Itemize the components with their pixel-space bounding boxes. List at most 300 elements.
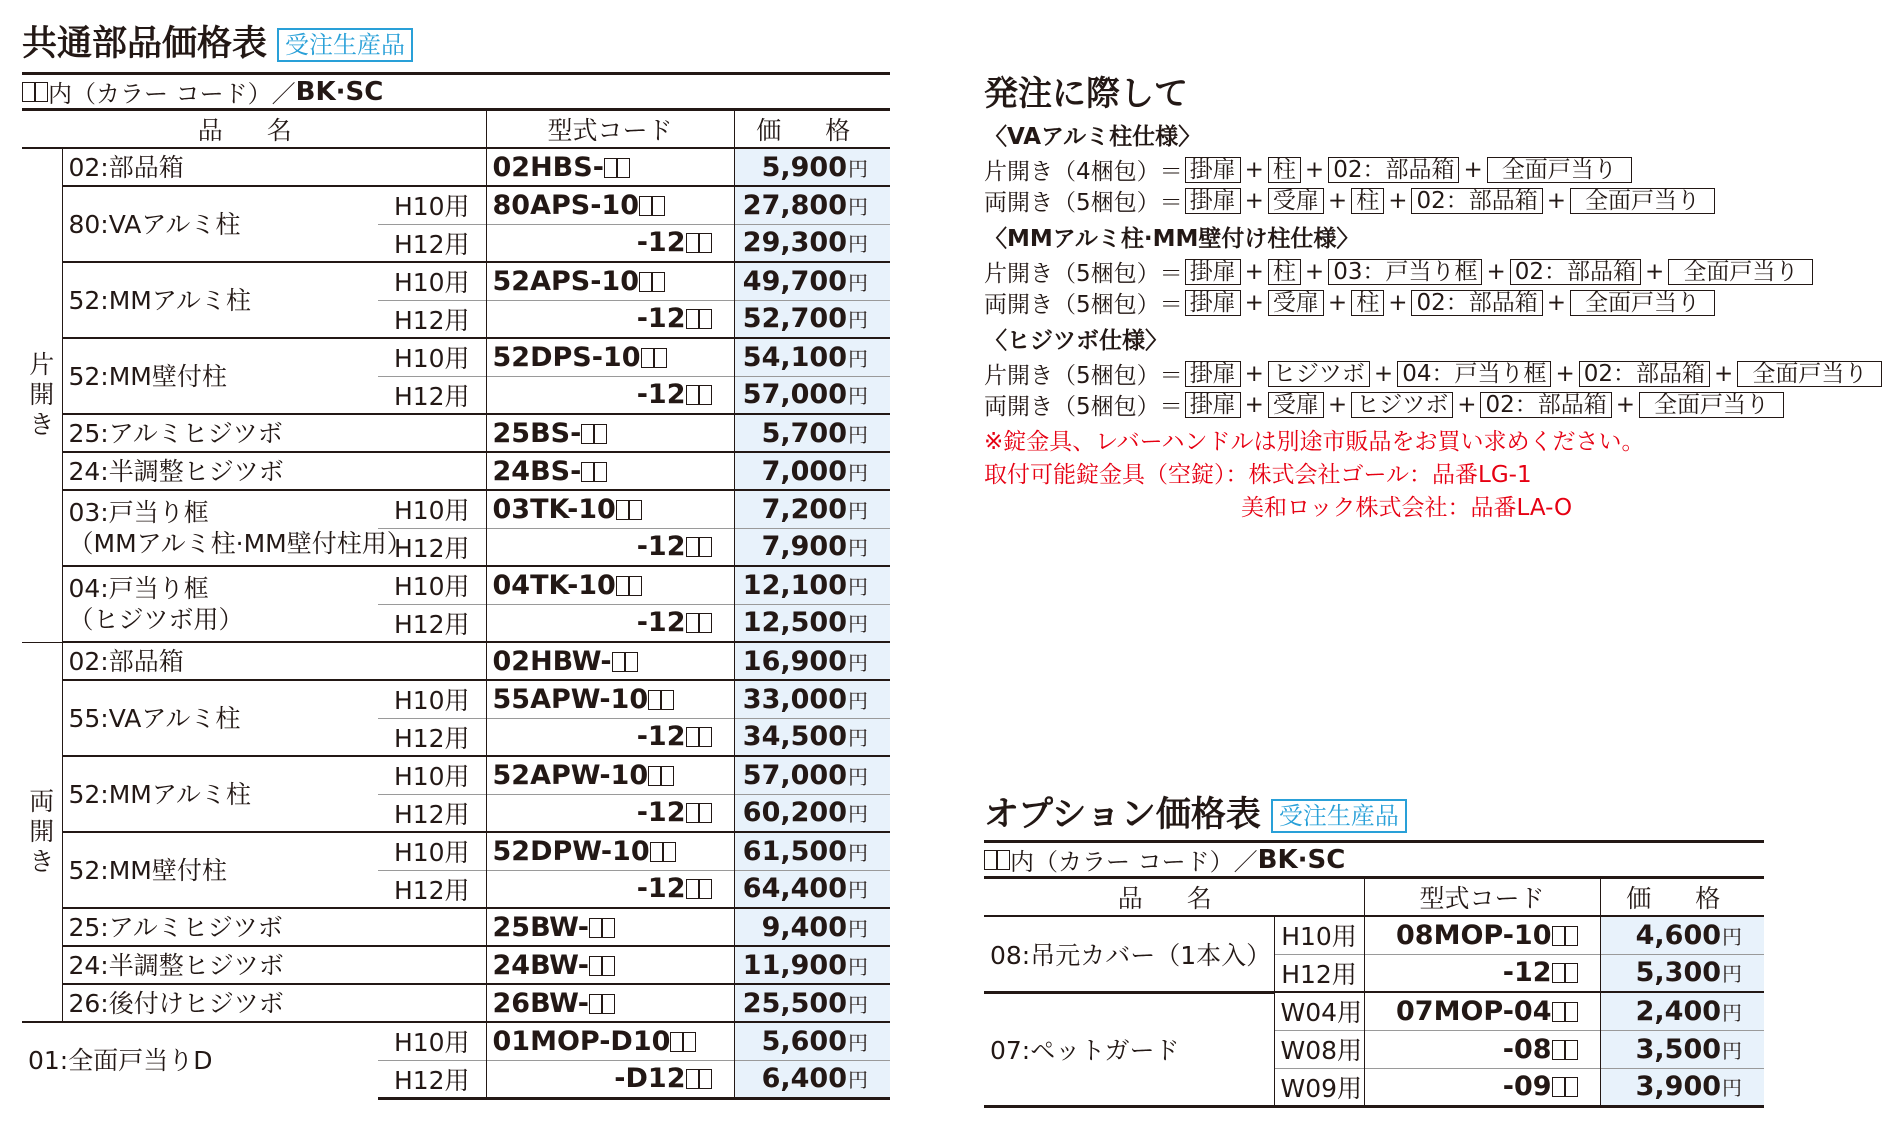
part-name: 80:VAアルミ柱 (68, 209, 241, 239)
color-box-icon (589, 994, 602, 1014)
color-note-code: BK·SC (295, 76, 384, 107)
color-code-note (22, 72, 890, 108)
model-code-cell (486, 414, 734, 452)
color-placeholder (650, 836, 676, 867)
yen-unit: 円 (1722, 924, 1743, 949)
price-cell (734, 870, 890, 908)
color-box-icon (589, 956, 602, 976)
color-box-icon (652, 272, 665, 292)
size-label: H12用 (378, 1060, 486, 1098)
option-name: 07:ペットガード (990, 1036, 1180, 1065)
model-code (493, 303, 728, 334)
price-value: 7,200 (761, 493, 847, 525)
model-code-text: 52DPS-10 (492, 341, 641, 373)
model-code (1371, 957, 1594, 988)
package-line (984, 154, 1804, 185)
package-part-box: 02：部品箱 (1510, 259, 1641, 285)
yen-unit: 円 (848, 1068, 868, 1092)
price-cell (734, 680, 890, 718)
package-part-box: 03：戸当り框 (1328, 259, 1482, 285)
price-cell (1600, 992, 1764, 1030)
part-name: 25:アルミヒジツボ (68, 912, 283, 942)
price-value: 33,000 (742, 683, 847, 715)
package-part-box: 02：部品箱 (1411, 290, 1542, 316)
color-box-icon (1565, 1002, 1578, 1022)
table-row (984, 992, 1764, 1030)
price-cell (734, 946, 890, 984)
size-label: H10用 (378, 186, 486, 224)
option-table (984, 876, 1764, 1108)
model-code-text: 52APS-10 (492, 265, 639, 297)
color-box-icon (699, 879, 712, 899)
model-code (493, 456, 608, 487)
model-code-text: 01MOP-D10 (492, 1025, 671, 1057)
part-name-cell (62, 186, 378, 262)
order-notes-title: 発注に際して (984, 74, 1188, 114)
package-part-box: ヒジツボ (1268, 361, 1370, 387)
color-box-icon (699, 803, 712, 823)
price-cell (734, 414, 890, 452)
model-code-cell (486, 224, 734, 262)
color-box-icon (1552, 1077, 1565, 1097)
yen-unit: 円 (1722, 1076, 1743, 1100)
price-value: 5,700 (761, 417, 847, 449)
price-cell (734, 300, 890, 338)
part-name: 25:アルミヒジツボ (68, 418, 283, 448)
color-placeholder (604, 152, 630, 183)
part-name-cell (62, 642, 486, 680)
price-value: 7,900 (761, 531, 847, 563)
color-placeholder (589, 988, 615, 1019)
color-box-icon (686, 537, 699, 557)
model-code (493, 912, 615, 943)
table-row (22, 832, 890, 870)
order-notes-section (984, 66, 1868, 525)
price-cell (734, 262, 890, 300)
common-parts-table (22, 108, 890, 1100)
plus-sign: + (1304, 258, 1325, 285)
note-compatible-lock: 取付可能錠金具（空錠）：株式会社ゴール：品番LG-1 (984, 462, 1532, 488)
color-box-icon (629, 500, 642, 520)
plus-sign: + (1546, 289, 1567, 316)
color-box-icon (699, 727, 712, 747)
table-row (22, 566, 890, 604)
plus-sign: + (1304, 156, 1325, 183)
model-code-text: 25BS- (492, 417, 582, 449)
color-box-icon (686, 803, 699, 823)
opening-type-label: 両開き (29, 786, 55, 876)
part-name-cell (62, 908, 486, 946)
part-name-cell (62, 262, 378, 338)
plus-sign: + (1244, 258, 1264, 285)
yen-unit: 円 (848, 346, 868, 371)
model-code (493, 227, 728, 258)
price-value: 5,600 (761, 1025, 847, 1057)
color-box-icon (654, 348, 667, 368)
color-box-icon (581, 462, 594, 482)
color-placeholder (686, 607, 712, 638)
model-code (493, 379, 728, 410)
part-name-cell (62, 490, 412, 566)
option-title-text: オプション価格表 (984, 795, 1261, 835)
color-placeholder (1552, 1034, 1578, 1065)
price-cell (734, 148, 890, 186)
model-code-text: 52APW-10 (492, 759, 649, 791)
price-cell (734, 832, 890, 870)
opening-type-label: 片開き (29, 350, 55, 440)
model-code-cell (486, 300, 734, 338)
package-part-box: 02：部品箱 (1328, 157, 1459, 183)
model-code-text: 52DPW-10 (492, 835, 650, 867)
model-code (493, 797, 728, 828)
plus-sign: + (1388, 187, 1408, 214)
model-code (493, 531, 728, 562)
model-code-cell (486, 148, 734, 186)
model-code-text: 03TK-10 (492, 493, 616, 525)
package-part-box: 全面戸当り (1639, 392, 1784, 418)
color-box-icon (1565, 963, 1578, 983)
size-label: H12用 (378, 604, 486, 642)
color-box-icon (1552, 926, 1565, 946)
color-box-icon (670, 1032, 683, 1052)
color-box-icon (648, 766, 661, 786)
table-row (984, 916, 1764, 954)
model-code-text: -12 (636, 227, 686, 259)
price-cell (1600, 916, 1764, 954)
model-code (493, 721, 728, 752)
spec-heading: 〈MMアルミ柱·MM壁付け柱仕様〉 (984, 226, 1360, 252)
color-box-icon (1565, 926, 1578, 946)
option-name-cell (984, 992, 1274, 1106)
package-part-box: 全面戸当り (1487, 157, 1632, 183)
option-title (984, 792, 1764, 838)
color-box-icon (604, 158, 617, 178)
color-box-icon (639, 272, 652, 292)
table-row (22, 946, 890, 984)
price-cell (734, 984, 890, 1022)
table-row (22, 756, 890, 794)
color-box-icon (617, 158, 630, 178)
plus-sign: + (1327, 187, 1348, 214)
price-cell (734, 338, 890, 376)
model-code (493, 760, 675, 791)
price-value: 54,100 (742, 341, 847, 373)
model-code-cell (1364, 954, 1600, 992)
part-name-cell (62, 452, 486, 490)
model-code-cell (486, 528, 734, 566)
package-part-box: 柱 (1351, 188, 1384, 214)
color-box-icon (641, 348, 654, 368)
option-col-header-price: 価 格 (1600, 878, 1764, 917)
package-part-box: 02：部品箱 (1579, 361, 1710, 387)
color-placeholder (581, 456, 607, 487)
part-name-cell (62, 756, 378, 832)
model-code (1371, 1071, 1594, 1102)
price-cell (734, 794, 890, 832)
model-code (493, 418, 608, 449)
price-cell (734, 1060, 890, 1098)
price-value: 3,900 (1635, 1071, 1722, 1102)
col-header-name: 品 名 (22, 110, 486, 149)
yen-unit: 円 (1722, 1000, 1743, 1025)
part-name: 26:後付けヒジツボ (68, 988, 284, 1018)
color-box-icon (699, 233, 712, 253)
price-cell (734, 566, 890, 604)
price-cell (734, 756, 890, 794)
size-label: H12用 (378, 300, 486, 338)
size-label: H10用 (378, 566, 486, 604)
col-header-price: 価 格 (734, 110, 890, 149)
price-cell (734, 376, 890, 414)
yen-unit: 円 (848, 726, 868, 751)
model-code-cell (1364, 992, 1600, 1030)
price-cell (734, 1022, 890, 1060)
color-placeholder (686, 721, 712, 752)
price-value: 61,500 (742, 835, 847, 867)
part-name: 04:戸当り框 （ヒジツボ用） (68, 574, 244, 634)
yen-unit: 円 (848, 992, 868, 1017)
model-code (1371, 1034, 1594, 1065)
model-code-cell (486, 604, 734, 642)
model-code-cell (1364, 916, 1600, 954)
price-cell (734, 528, 890, 566)
price-cell (1600, 954, 1764, 992)
part-name: 03:戸当り框 （MMアルミ柱·MM壁付柱用） (68, 498, 412, 558)
common-parts-title (22, 22, 890, 66)
model-code-text: 08MOP-10 (1396, 919, 1552, 951)
yen-unit: 円 (848, 498, 868, 523)
model-code-cell (486, 262, 734, 300)
price-value: 57,000 (742, 379, 847, 411)
model-code-text: -12 (636, 531, 686, 563)
package-line (984, 389, 1804, 420)
color-box-icon (663, 842, 676, 862)
table-row (22, 1022, 890, 1060)
plus-sign: + (1555, 360, 1575, 387)
color-box-icon (625, 652, 638, 672)
option-made-to-order-badge: 受注生産品 (1271, 799, 1407, 833)
table-row (22, 148, 890, 186)
price-cell (1600, 1068, 1764, 1106)
model-code-cell (486, 452, 734, 490)
part-name: 52:MM壁付柱 (68, 855, 227, 885)
color-box-icon (612, 652, 625, 672)
size-label: H10用 (378, 1022, 486, 1060)
model-code (493, 494, 642, 525)
part-name-cell (62, 566, 378, 642)
model-code-cell (486, 376, 734, 414)
part-name-cell (62, 946, 486, 984)
color-box-icon (699, 537, 712, 557)
color-placeholder (686, 797, 712, 828)
size-label: H12用 (378, 224, 486, 262)
price-cell (734, 224, 890, 262)
yen-unit: 円 (848, 574, 868, 599)
package-part-box: 柱 (1268, 157, 1301, 183)
package-part-box: 掛扉 (1185, 259, 1241, 285)
model-code-cell (486, 832, 734, 870)
model-code-text: -D12 (614, 1063, 686, 1094)
table-row (22, 984, 890, 1022)
color-box-icon (699, 385, 712, 405)
part-name-cell (62, 984, 486, 1022)
color-placeholder (639, 190, 665, 221)
order-notes-body (984, 120, 1868, 420)
common-parts-section (22, 22, 890, 1100)
model-code-cell (486, 946, 734, 984)
option-col-header-name: 品 名 (984, 878, 1364, 917)
price-value: 29,300 (742, 227, 847, 259)
part-name: 52:MMアルミ柱 (68, 779, 251, 809)
color-placeholder (1552, 920, 1578, 951)
color-box-icon (22, 82, 35, 102)
model-code (493, 607, 728, 638)
package-label: 両開き（5梱包）＝ (984, 394, 1183, 420)
plus-sign: + (1645, 258, 1665, 285)
yen-unit: 円 (848, 954, 868, 979)
color-box-icon (616, 576, 629, 596)
model-code-text: 80APS-10 (492, 189, 639, 221)
package-part-box: ヒジツボ (1351, 392, 1453, 418)
part-name: 24:半調整ヒジツボ (68, 950, 284, 980)
color-box-icon (629, 576, 642, 596)
color-box-icon (686, 385, 699, 405)
table-row (22, 908, 890, 946)
option-name-cell (984, 916, 1274, 992)
yen-unit: 円 (848, 460, 868, 485)
price-cell (734, 604, 890, 642)
price-value: 25,500 (742, 987, 847, 1019)
yen-unit: 円 (848, 764, 868, 789)
part-name: 02:部品箱 (68, 646, 184, 676)
color-box-icon (699, 1069, 712, 1089)
part-name-cell (22, 1022, 378, 1098)
price-cell (734, 718, 890, 756)
size-label: H12用 (378, 870, 486, 908)
size-label: W08用 (1274, 1030, 1364, 1068)
size-label: H10用 (378, 262, 486, 300)
package-part-box: 掛扉 (1185, 290, 1241, 316)
package-part-box: 掛扉 (1185, 392, 1241, 418)
color-box-icon (661, 766, 674, 786)
plus-sign: + (1244, 391, 1264, 418)
price-value: 11,900 (742, 949, 847, 981)
package-part-box: 全面戸当り (1570, 188, 1715, 214)
table-row (22, 680, 890, 718)
model-code (1371, 920, 1594, 951)
opening-type-cell (22, 642, 62, 1022)
price-value: 64,400 (742, 873, 847, 905)
model-code (493, 266, 665, 297)
color-box-icon (589, 918, 602, 938)
note-compatible-lock-2: 美和ロック株式会社：品番LA-O (1241, 495, 1573, 521)
price-value: 12,100 (742, 569, 847, 601)
package-label: 片開き（5梱包）＝ (984, 261, 1183, 287)
col-header-code: 型式コード (486, 110, 734, 149)
option-color-code-note (984, 840, 1764, 876)
color-placeholder (589, 912, 615, 943)
plus-sign: + (1244, 289, 1264, 316)
package-line (984, 287, 1804, 318)
yen-unit: 円 (1722, 1038, 1743, 1063)
model-code-text: -12 (636, 873, 686, 905)
yen-unit: 円 (848, 536, 868, 561)
model-code-cell (486, 908, 734, 946)
size-label: H12用 (378, 718, 486, 756)
option-name: 08:吊元カバー（1本入） (990, 940, 1272, 970)
color-placeholder (686, 379, 712, 410)
table-row (22, 642, 890, 680)
model-code-text: 24BW- (492, 949, 589, 981)
color-box-icon (686, 309, 699, 329)
color-box-icon (1552, 963, 1565, 983)
color-box-icon (648, 690, 661, 710)
price-cell (734, 642, 890, 680)
color-box-icon (616, 500, 629, 520)
price-value: 49,700 (742, 265, 847, 297)
package-label: 両開き（5梱包）＝ (984, 292, 1183, 318)
size-label: H12用 (1274, 954, 1364, 992)
package-line (984, 185, 1804, 216)
part-name-cell (62, 414, 486, 452)
made-to-order-badge: 受注生産品 (277, 28, 413, 62)
plus-sign: + (1463, 156, 1483, 183)
price-value: 34,500 (742, 721, 847, 753)
model-code-cell (486, 1022, 734, 1060)
model-code-cell (486, 338, 734, 376)
part-name: 52:MMアルミ柱 (68, 285, 251, 315)
model-code-text: -09 (1502, 1071, 1552, 1102)
price-cell (734, 908, 890, 946)
color-note-text: 内（カラー コード）／ (48, 80, 296, 108)
yen-unit: 円 (848, 1030, 868, 1055)
price-value: 3,500 (1635, 1033, 1722, 1065)
color-box-icon (594, 424, 607, 444)
color-placeholder (686, 227, 712, 258)
model-code-cell (486, 1060, 734, 1098)
yen-unit: 円 (848, 422, 868, 447)
model-code (493, 646, 638, 677)
yen-unit: 円 (848, 650, 868, 675)
price-value: 7,000 (761, 455, 847, 487)
color-box-icon (602, 956, 615, 976)
color-box-icon (686, 879, 699, 899)
color-box-icon (639, 196, 652, 216)
model-code-text: 24BS- (492, 455, 582, 487)
price-value: 27,800 (742, 189, 847, 221)
model-code-text: 02HBS- (492, 151, 604, 183)
yen-unit: 円 (848, 384, 868, 409)
model-code-text: -12 (636, 797, 686, 829)
option-color-note-code: BK·SC (1257, 844, 1346, 875)
spec-heading: 〈ヒジツボ仕様〉 (984, 328, 1168, 354)
package-part-box: 02：部品箱 (1480, 392, 1611, 418)
yen-unit: 円 (848, 878, 868, 903)
price-value: 12,500 (742, 607, 847, 639)
color-placeholder (1552, 957, 1578, 988)
size-label: W09用 (1274, 1068, 1364, 1106)
model-code-text: 55APW-10 (492, 683, 649, 715)
plus-sign: + (1327, 289, 1348, 316)
color-box-icon (984, 850, 997, 870)
model-code (493, 570, 642, 601)
model-code-text: -12 (636, 721, 686, 753)
model-code (493, 1063, 728, 1094)
spec-heading: 〈VAアルミ柱仕様〉 (984, 124, 1202, 150)
package-part-box: 掛扉 (1185, 188, 1241, 214)
model-code (493, 836, 676, 867)
color-placeholder (670, 1026, 696, 1057)
